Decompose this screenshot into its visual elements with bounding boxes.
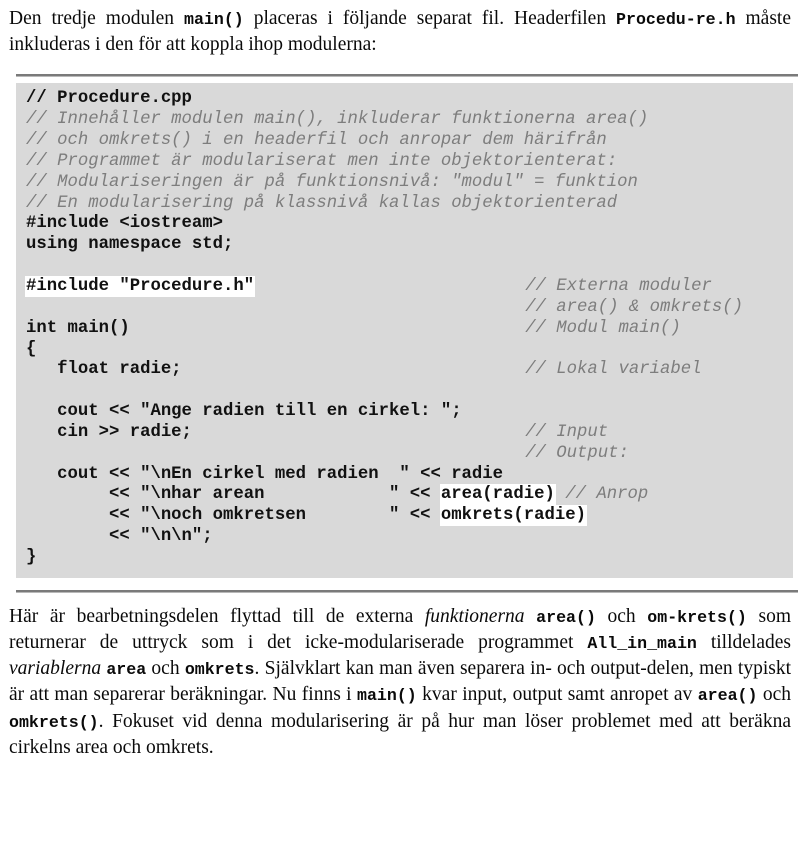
inline-code-area: area(): [536, 607, 596, 627]
inline-code-main-2: main(): [357, 686, 417, 706]
code-line: [16, 214, 793, 235]
outro-emph-funktionerna: funktionerna: [424, 605, 525, 627]
code-comment-text: // Modulariseringen är på funktionsnivå: "modul" = funktion: [26, 172, 638, 192]
code-comment-text: // Programmet är modulariserat men inte objektorienterat:: [26, 151, 618, 171]
code-line: [16, 465, 793, 486]
intro-paragraph: [8, 0, 792, 57]
intro-text-3: måste inkluderas i den för att koppla ihop modulerna:: [9, 8, 792, 56]
code-line: [16, 298, 793, 319]
code-line: [16, 152, 793, 173]
code-line: [16, 194, 793, 215]
code-source-text: << "\nhar arean " <<: [26, 485, 441, 505]
code-source-text: cout << "Ange radien till en cirkel: ";: [26, 402, 462, 422]
code-aligned-comment: // Output:: [525, 443, 629, 463]
inline-code-main: main(): [183, 10, 244, 29]
code-source-text: }: [26, 547, 37, 567]
inline-code-omkrets-2: omkrets(): [9, 712, 99, 732]
code-line: [16, 235, 793, 256]
code-line: [16, 131, 793, 152]
code-comment-text: // En modularisering på klassnivå kallas objektorienterad: [26, 193, 618, 213]
code-line: [16, 506, 793, 527]
inline-code-omkrets-part1: om-: [647, 607, 678, 627]
code-block-procedure-cpp: [16, 83, 793, 577]
inline-code-all-in-main: All_in_main: [587, 634, 697, 654]
code-comment-text: // och omkrets() i en headerfil och anropar dem härifrån: [26, 131, 607, 151]
code-comment-text: // Innehåller modulen main(), inkluderar funktionerna area(): [26, 110, 649, 130]
code-source-text: float radie;: [26, 360, 182, 380]
code-line: [16, 527, 793, 548]
code-aligned-comment: // Input: [525, 422, 609, 442]
highlighted-function-call: area(radie): [440, 485, 555, 505]
code-line: [16, 277, 793, 298]
code-aligned-comment: // Modul main(): [525, 318, 681, 338]
code-source-text: #include <iostream>: [26, 214, 224, 234]
code-line: [16, 423, 793, 444]
code-source-text: int main(): [26, 318, 130, 338]
code-source-text: cin >> radie;: [26, 422, 192, 442]
inline-code-area-2: area(): [697, 686, 758, 706]
code-source-text: << "\n\n";: [26, 527, 213, 547]
inline-code-procedure-h-part2: re.h: [695, 10, 736, 29]
inline-code-omkrets-part2: krets(): [677, 607, 747, 627]
code-line: [16, 173, 793, 194]
inline-code-procedure-h-part1: Procedu-: [616, 10, 696, 29]
code-line: [16, 381, 793, 402]
outro-paragraph: [8, 599, 792, 760]
code-source-text: {: [26, 339, 37, 359]
divider-below-code: [16, 590, 798, 593]
outro-text-2: och: [595, 605, 648, 627]
code-line: [16, 319, 793, 340]
code-line: [16, 340, 793, 361]
code-line: [16, 485, 793, 506]
code-line: [16, 256, 793, 277]
outro-text-5: och: [146, 658, 185, 680]
outro-text-1: Här är bearbetningsdelen flyttad till de externa: [9, 605, 425, 627]
outro-emph-variablerna: variablerna: [9, 658, 102, 680]
code-source-text: using namespace std;: [26, 235, 234, 255]
outro-text-6: . Självklart kan man även separera in- och output-delen, men typiskt är att man separerar beräkningar. Nu finns i: [9, 658, 792, 706]
inline-code-omkrets-var: omkrets: [184, 660, 255, 680]
code-aligned-comment: // area() & omkrets(): [525, 297, 743, 317]
inline-code-area-var: area: [106, 660, 147, 680]
code-trailing-comment: // Anrop: [554, 485, 649, 505]
outro-text-4: tilldelades: [696, 632, 791, 654]
outro-text-7: kvar input, output samt anropet av: [416, 684, 698, 706]
code-aligned-comment: // Lokal variabel: [525, 360, 702, 380]
code-line: [16, 89, 793, 110]
outro-text-8: och: [757, 684, 792, 706]
code-line: [16, 110, 793, 131]
code-line: [16, 548, 793, 569]
divider-above-code: [16, 74, 798, 77]
code-source-text: << "\noch omkretsen " <<: [26, 506, 441, 526]
highlighted-function-call: omkrets(radie): [440, 506, 587, 526]
code-source-text: #include "Procedure.h": [26, 277, 255, 296]
code-line: [16, 360, 793, 381]
intro-text-1: Den tredje modulen: [9, 8, 184, 29]
outro-text-3: som returnerar de uttryck som i det icke-modulariserade programmet: [9, 605, 792, 654]
intro-text-2: placeras i följande separat fil. Headerfilen: [243, 8, 617, 29]
code-aligned-comment: // Externa moduler: [525, 277, 712, 296]
code-source-text: // Procedure.cpp: [26, 89, 192, 109]
code-line: [16, 402, 793, 423]
outro-space-1: [525, 606, 537, 627]
code-line: [16, 444, 793, 465]
code-source-text: cout << "\nEn cirkel med radien " << radie: [26, 464, 504, 484]
outro-text-9: . Fokuset vid denna modularisering är på hur man löser problemet med att beräkna cirkelns area och omkrets.: [9, 710, 791, 758]
